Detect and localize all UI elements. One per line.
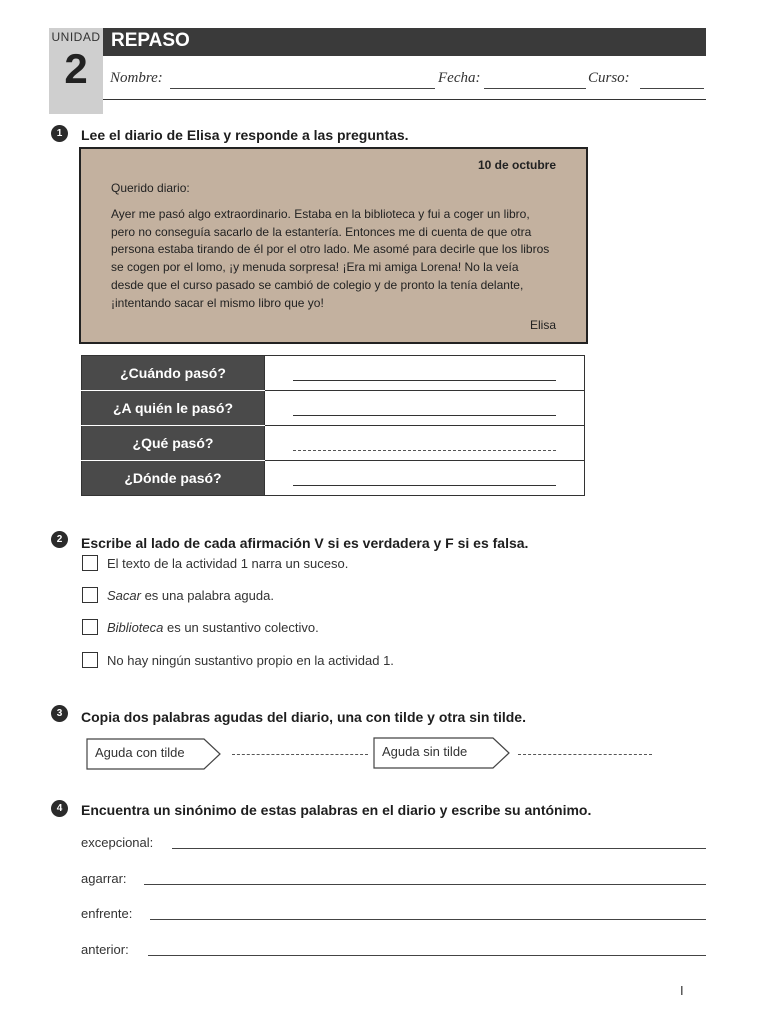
header-rule bbox=[103, 99, 706, 100]
word-label: agarrar: bbox=[81, 871, 127, 886]
antonym-line[interactable] bbox=[144, 884, 706, 885]
diary-signature: Elisa bbox=[529, 318, 556, 332]
answer-when[interactable] bbox=[265, 356, 585, 391]
table-row bbox=[82, 426, 585, 461]
aguda-con-tilde-answer[interactable] bbox=[232, 754, 368, 755]
date-label: Fecha: bbox=[438, 70, 481, 86]
answer-line bbox=[293, 415, 556, 416]
aguda-sin-tilde-box bbox=[373, 737, 511, 769]
antonym-line[interactable] bbox=[148, 955, 706, 956]
statement-checkbox[interactable] bbox=[82, 619, 98, 635]
unit-label: UNIDAD bbox=[51, 30, 101, 44]
activity-1-number: 1 bbox=[51, 125, 68, 142]
activity-3-instruction: Copia dos palabras agudas del diario, una con tilde y otra sin tilde. bbox=[81, 709, 526, 725]
question-when: ¿Cuándo pasó? bbox=[82, 356, 265, 391]
name-label: Nombre: bbox=[110, 70, 163, 86]
statement-text: Sacar es una palabra aguda. bbox=[107, 588, 274, 603]
aguda-sin-tilde-answer[interactable] bbox=[518, 754, 652, 755]
page-title: REPASO bbox=[111, 30, 190, 51]
statement-text: Biblioteca es un sustantivo colectivo. bbox=[107, 620, 319, 635]
statement-checkbox[interactable] bbox=[82, 555, 98, 571]
activity-1-instruction: Lee el diario de Elisa y responde a las preguntas. bbox=[81, 127, 409, 143]
page-number: I bbox=[680, 983, 684, 998]
question-table bbox=[81, 355, 585, 496]
activity-3-number: 3 bbox=[51, 705, 68, 722]
aguda-con-tilde-box bbox=[86, 738, 222, 770]
unit-number: 2 bbox=[64, 45, 88, 92]
course-field[interactable] bbox=[640, 88, 704, 89]
word-label: anterior: bbox=[81, 942, 129, 957]
antonym-line[interactable] bbox=[172, 848, 706, 849]
diary-greeting: Querido diario: bbox=[111, 181, 190, 195]
question-what: ¿Qué pasó? bbox=[82, 426, 265, 461]
answer-line bbox=[293, 380, 556, 381]
word-label: excepcional: bbox=[81, 835, 154, 850]
diary-date: 10 de octubre bbox=[477, 158, 556, 172]
diary-box bbox=[79, 147, 588, 344]
statement-checkbox[interactable] bbox=[82, 587, 98, 603]
diary-body: Ayer me pasó algo extraordinario. Estaba en la biblioteca y fui a coger un libro, pero no conseguía sacarlo de la estantería. Entonces me di cuenta de que otra persona estaba tirando de él por el otro lado. Me asomé para decirle que los libros se cogen por el lomo, ¡y menuda sorpresa! ¡Era mi amiga Lorena! No la veía desde que el curso pasado se cambió de colegio y de pronto la tenía delante, ¡intentando sacar el mismo libro que yo! bbox=[111, 207, 550, 310]
aguda-con-tilde-label: Aguda con tilde bbox=[95, 745, 185, 760]
date-field[interactable] bbox=[484, 88, 586, 89]
table-row bbox=[82, 356, 585, 391]
word-label: enfrente: bbox=[81, 906, 133, 921]
answer-who[interactable] bbox=[265, 391, 585, 426]
antonym-line[interactable] bbox=[150, 919, 706, 920]
course-label: Curso: bbox=[588, 70, 630, 86]
activity-4-number: 4 bbox=[51, 800, 68, 817]
answer-where[interactable] bbox=[265, 461, 585, 496]
question-who: ¿A quién le pasó? bbox=[82, 391, 265, 426]
activity-4-instruction: Encuentra un sinónimo de estas palabras en el diario y escribe su antónimo. bbox=[81, 802, 592, 818]
answer-line bbox=[293, 485, 556, 486]
activity-2-instruction: Escribe al lado de cada afirmación V si es verdadera y F si es falsa. bbox=[81, 535, 529, 551]
question-where: ¿Dónde pasó? bbox=[82, 461, 265, 496]
name-field[interactable] bbox=[170, 88, 435, 89]
answer-line bbox=[293, 450, 556, 451]
table-row bbox=[82, 391, 585, 426]
answer-what[interactable] bbox=[265, 426, 585, 461]
statement-text: No hay ningún sustantivo propio en la actividad 1. bbox=[107, 653, 394, 668]
title-bar bbox=[103, 28, 706, 56]
aguda-sin-tilde-label: Aguda sin tilde bbox=[382, 744, 468, 759]
statement-text: El texto de la actividad 1 narra un suceso. bbox=[107, 556, 349, 571]
activity-2-number: 2 bbox=[51, 531, 68, 548]
table-row bbox=[82, 461, 585, 496]
statement-checkbox[interactable] bbox=[82, 652, 98, 668]
